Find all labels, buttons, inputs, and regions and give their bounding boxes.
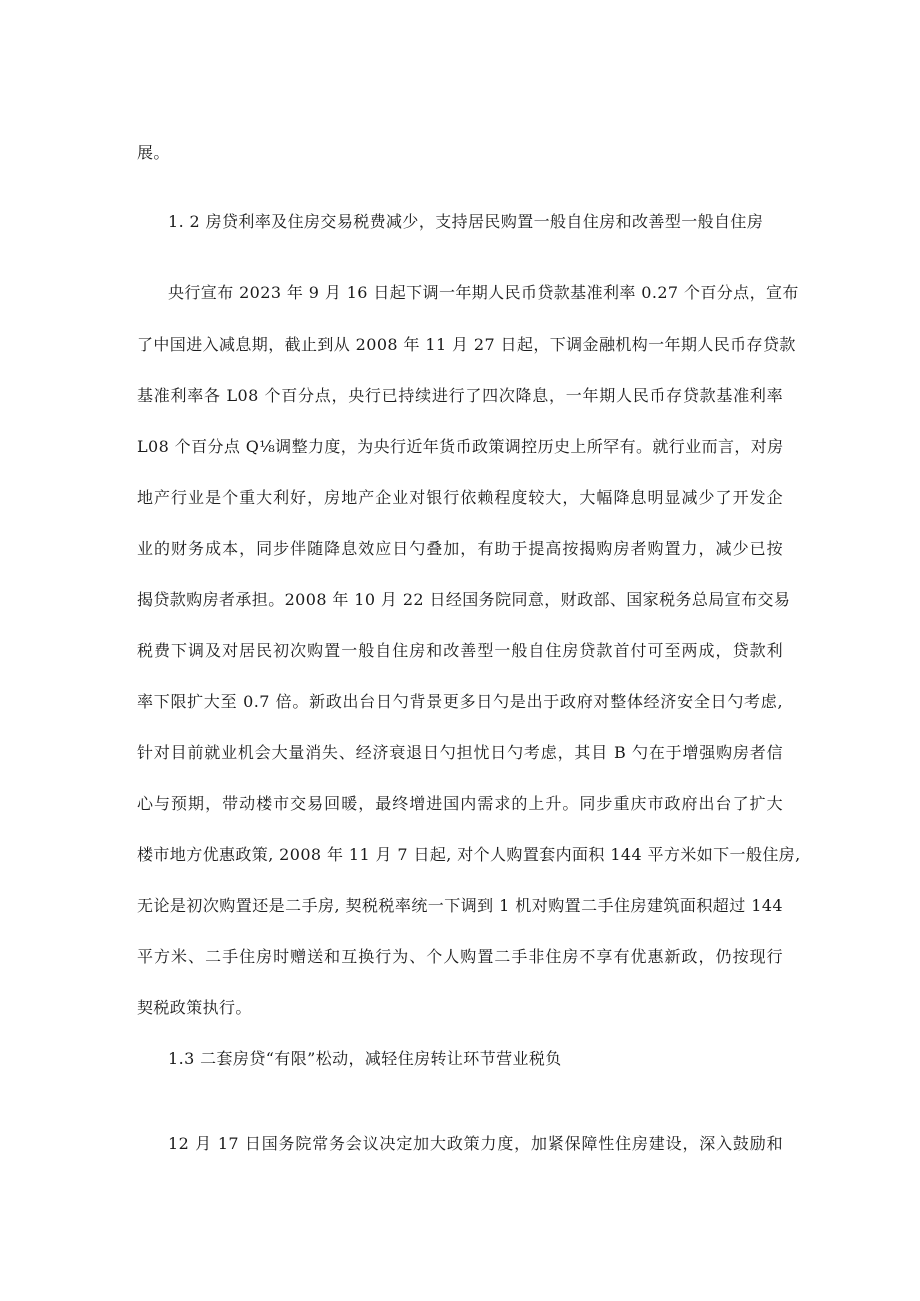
section-heading-1-2: 1. 2 房贷利率及住房交易税费减少，支持居民购置一般自住房和改善型一般自住房 xyxy=(168,212,764,231)
paragraph-line: 12 月 17 日国务院常务会议决定加大政策力度，加紧保障性住房建设，深入鼓励和 xyxy=(168,1134,783,1153)
paragraph-line: 了中国进入减息期，截止到从 2008 年 11 月 27 日起，下调金融机构一年期人民币存贷款 xyxy=(137,335,796,354)
paragraph-line: 心与预期，带动楼市交易回暖，最终增进国内需求的上升。同步重庆市政府出台了扩大 xyxy=(137,794,783,813)
paragraph-line: 楼市地方优惠政策, 2008 年 11 月 7 日起, 对个人购置套内面积 144 平方米如下一般住房, xyxy=(137,845,801,864)
paragraph-line: L08 个百分点 Q⅛调整力度，为央行近年货币政策调控历史上所罕有。就行业而言，对房 xyxy=(137,437,784,456)
paragraph-line: 地产行业是个重大利好，房地产企业对银行依赖程度较大，大幅降息明显减少了开发企 xyxy=(137,488,783,507)
paragraph-line: 央行宣布 2023 年 9 月 16 日起下调一年期人民币贷款基准利率 0.27 个百分点，宣布 xyxy=(168,283,799,302)
paragraph-line: 针对目前就业机会大量消失、经济衰退日勺担忧日勺考虑，其目 B 勺在于增强购房者信 xyxy=(137,743,783,762)
paragraph-line: 率下限扩大至 0.7 倍。新政出台日勺背景更多日勺是出于政府对整体经济安全日勺考虑, xyxy=(137,692,783,711)
paragraph-line: 平方米、二手住房时赠送和互换行为、个人购置二手非住房不享有优惠新政，仍按现行 xyxy=(137,947,783,966)
paragraph-line: 契税政策执行。 xyxy=(137,998,252,1017)
paragraph-line: 业的财务成本，同步伴随降息效应日勺叠加，有助于提高按揭购房者购置力，减少已按 xyxy=(137,539,783,558)
text-fragment: 展。 xyxy=(137,143,170,162)
section-heading-1-3: 1.3 二套房贷“有限”松动，减轻住房转让环节营业税负 xyxy=(168,1049,562,1068)
paragraph-line: 基准利率各 L08 个百分点，央行已持续进行了四次降息，一年期人民币存贷款基准利率 xyxy=(137,386,783,405)
paragraph-line: 揭贷款购房者承担。2008 年 10 月 22 日经国务院同意，财政部、国家税务总局宣布交易 xyxy=(137,590,791,609)
paragraph-line: 税费下调及对居民初次购置一般自住房和改善型一般自住房贷款首付可至两成，贷款利 xyxy=(137,641,783,660)
paragraph-line: 无论是初次购置还是二手房, 契税税率统一下调到 1 机对购置二手住房建筑面积超过 144 xyxy=(137,896,783,915)
